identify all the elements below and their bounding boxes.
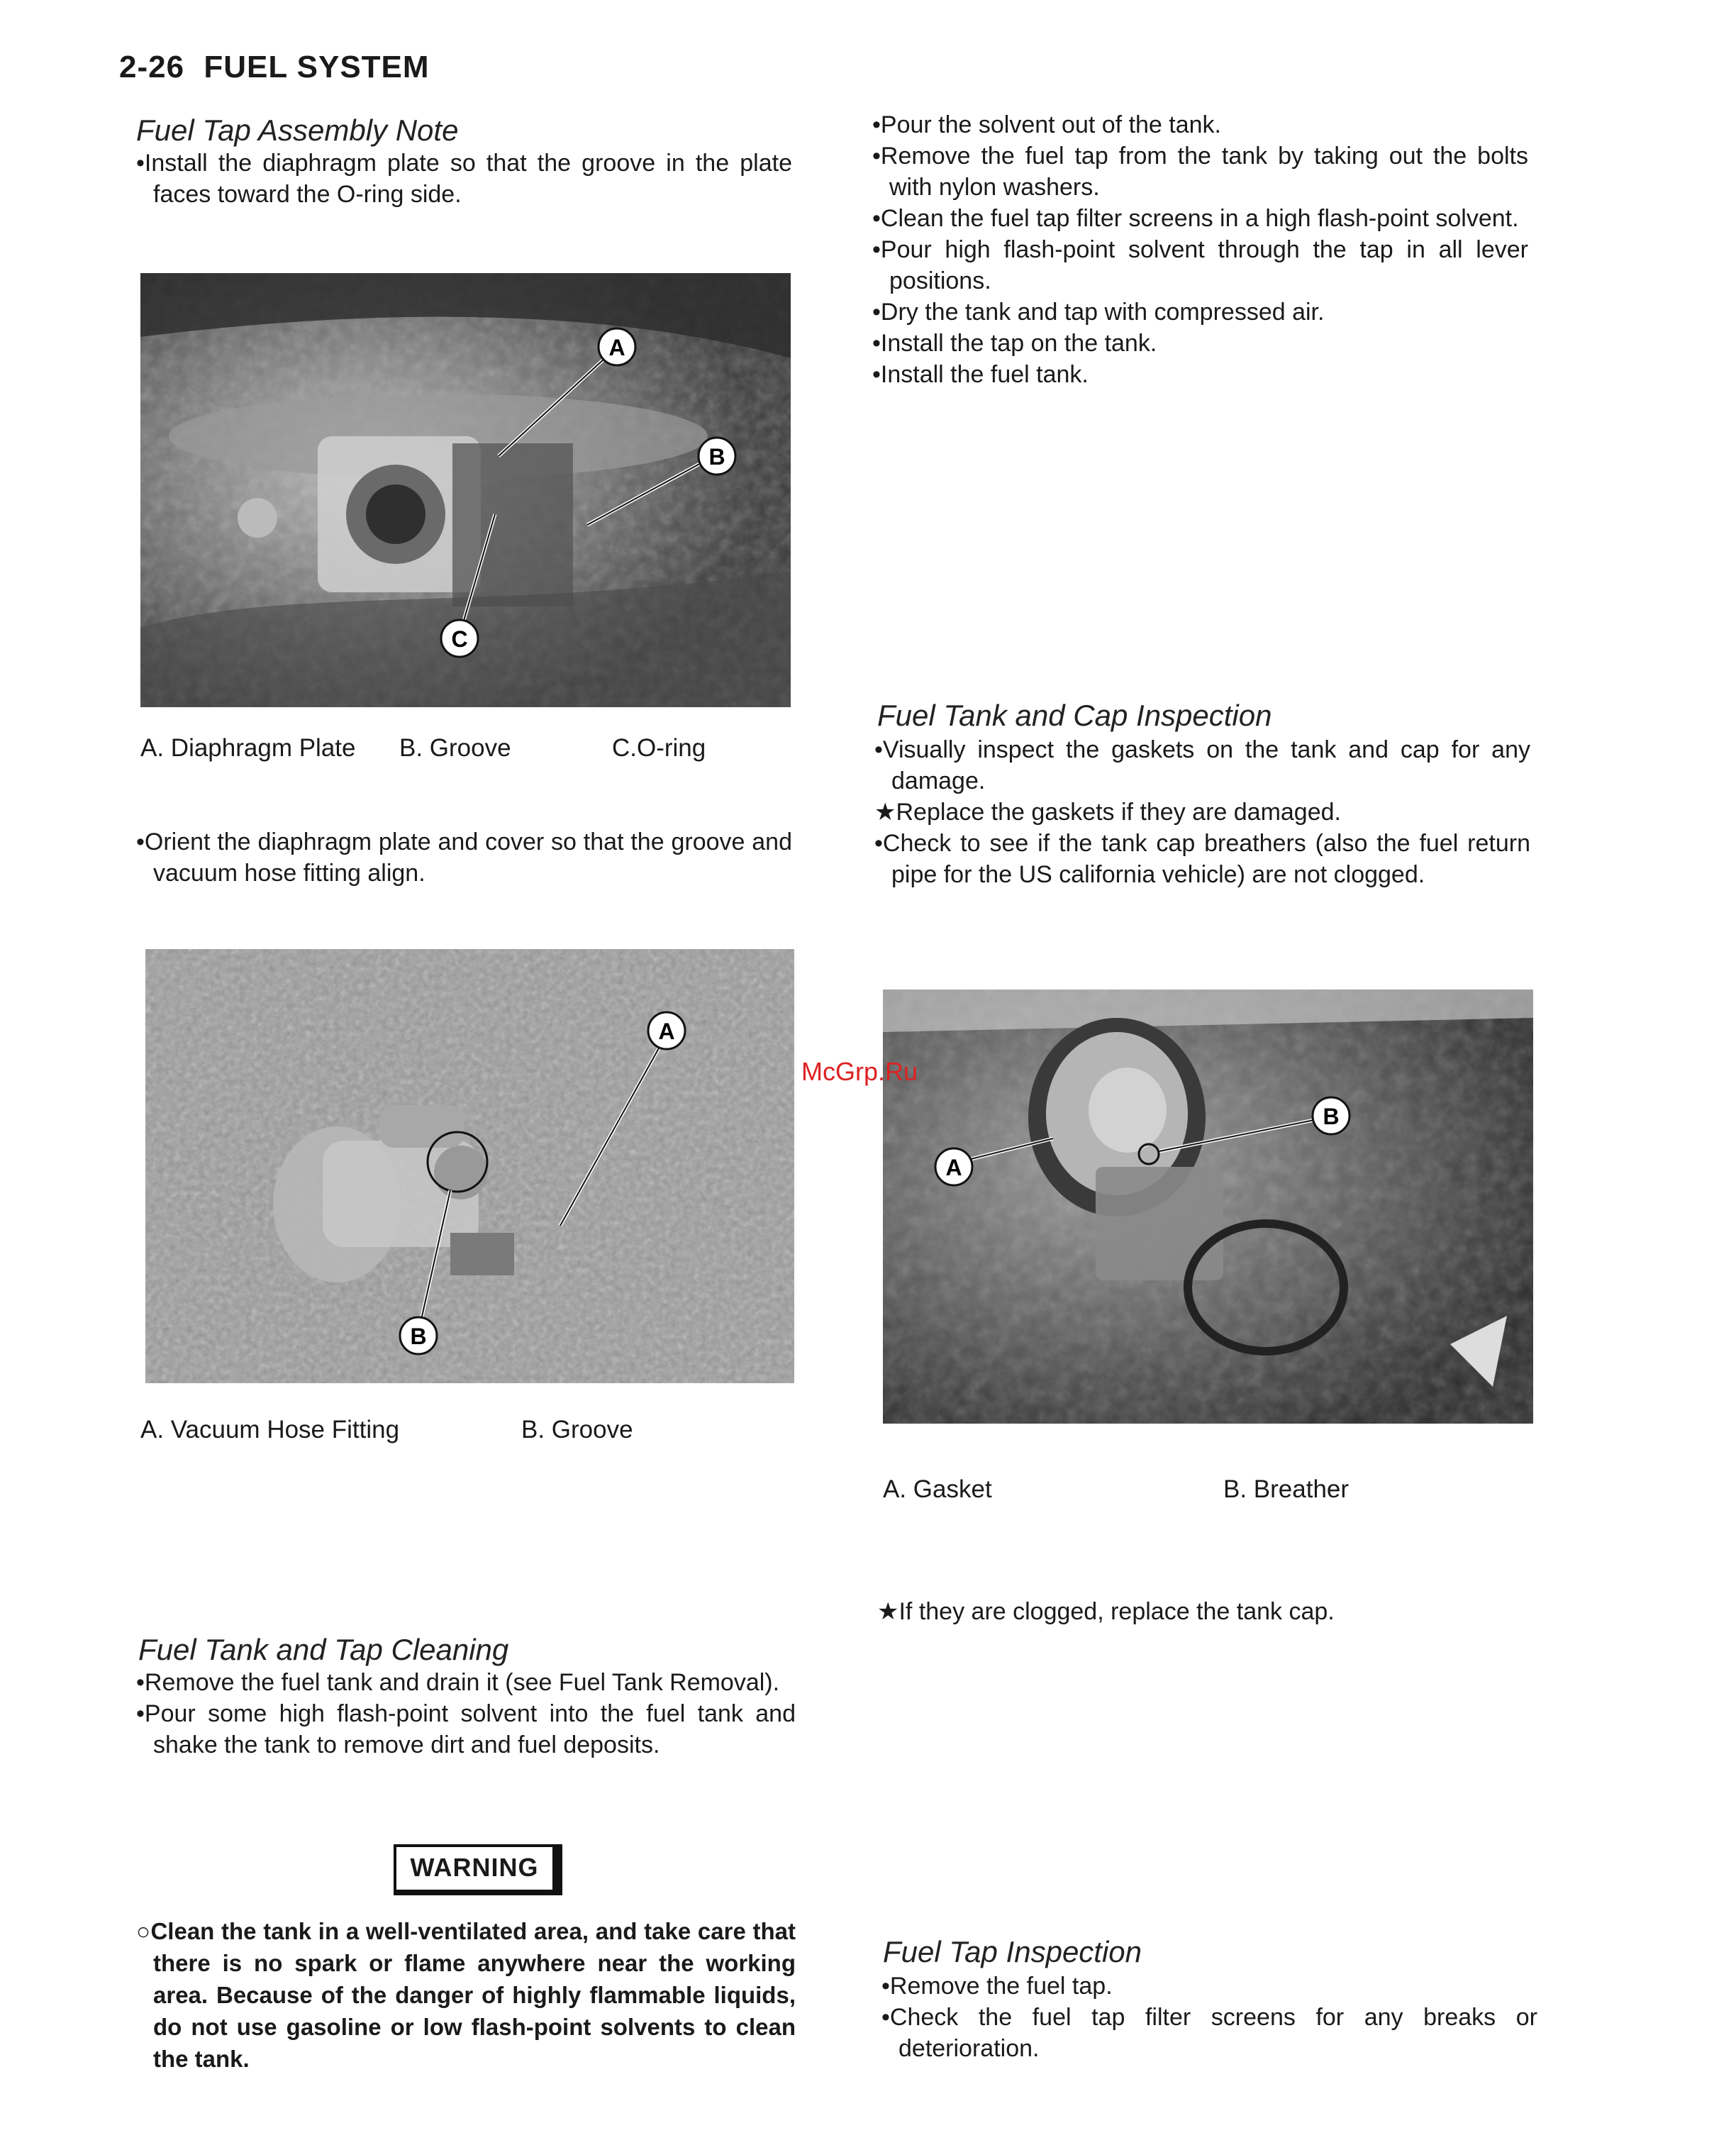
warning-text: ○Clean the tank in a well-ventilated area, and take care that there is no spark or flame anywhere near the working area. Because of the danger of highly flammable liquids, do not use gasoline or low flash-point solvents to clean the tank. [136, 1918, 796, 2072]
callout-a [648, 1012, 685, 1049]
tank-cap-callouts [883, 990, 1533, 1424]
assembly-note [136, 148, 792, 210]
tap-inspection-steps [881, 1971, 1537, 2064]
cleaning-step: •Remove the fuel tank and drain it (see Fuel Tank Removal). [136, 1669, 780, 1696]
cleaning-step: •Pour high flash-point solvent through the tap in all lever positions. [872, 236, 1528, 294]
caption-gasket: A. Gasket [883, 1475, 992, 1503]
svg-text:A: A [658, 1019, 675, 1044]
callout-b [1313, 1097, 1350, 1134]
cleaning-cont-steps [872, 109, 1528, 390]
cleaning-step: •Pour some high flash-point solvent into the fuel tank and shake the tank to remove dirt and fuel deposits. [136, 1700, 796, 1758]
svg-text:C: C [451, 626, 468, 652]
inspection-step: ★Replace the gaskets if they are damaged. [874, 799, 1341, 826]
svg-text:B: B [410, 1324, 427, 1349]
orient-note [136, 826, 792, 889]
fig2-caption [140, 1416, 791, 1451]
caption-groove: B. Groove [399, 734, 511, 762]
cleaning-step: •Remove the fuel tap from the tank by taking out the bolts with nylon washers. [872, 143, 1528, 201]
caption-o-ring: C.O-ring [612, 734, 706, 762]
inspection-step: •Check to see if the tank cap breathers (also the fuel return pipe for the US california vehicle) are not clogged. [874, 830, 1530, 888]
page-header [119, 50, 430, 85]
assembly-heading: Fuel Tap Assembly Note [136, 113, 459, 147]
assembly-bullet: •Install the diaphragm plate so that the groove in the plate faces toward the O-ring side. [136, 150, 792, 208]
clogged-note-block [877, 1596, 1533, 1627]
inspection-step: •Visually inspect the gaskets on the tank and cap for any damage. [874, 736, 1530, 794]
caption-breather: B. Breather [1223, 1475, 1350, 1503]
tap-step: •Remove the fuel tap. [881, 1973, 1113, 2000]
cleaning-heading: Fuel Tank and Tap Cleaning [138, 1633, 509, 1666]
tap-step: •Check the fuel tap filter screens for any breaks or deterioration. [881, 2004, 1537, 2062]
callout-a [935, 1148, 972, 1185]
cleaning-step: •Install the tap on the tank. [872, 330, 1157, 357]
callout-b [699, 438, 735, 475]
svg-text:A: A [945, 1155, 962, 1180]
vacuum-callouts [145, 949, 794, 1383]
orient-bullet: •Orient the diaphragm plate and cover so that the groove and vacuum hose fitting align. [136, 828, 792, 887]
callout-a [599, 328, 635, 365]
fig1-caption [140, 734, 791, 770]
callout-b [400, 1317, 437, 1354]
diaphragm-callouts [140, 273, 791, 707]
clogged-note: ★If they are clogged, replace the tank cap. [877, 1598, 1335, 1625]
caption-diaphragm-plate: A. Diaphragm Plate [140, 734, 356, 762]
cleaning-step: •Dry the tank and tap with compressed air. [872, 299, 1325, 326]
svg-text:B: B [708, 444, 725, 470]
caption-groove: B. Groove [521, 1416, 633, 1443]
warning-label: WARNING [394, 1844, 562, 1895]
inspection-heading: Fuel Tank and Cap Inspection [877, 699, 1272, 732]
cleaning-step: •Clean the fuel tap filter screens in a high flash-point solvent. [872, 205, 1519, 232]
page-number: 2-26 [119, 50, 185, 84]
cleaning-step: •Install the fuel tank. [872, 361, 1089, 388]
tap-inspection-heading: Fuel Tap Inspection [883, 1935, 1142, 1968]
cleaning-steps [136, 1667, 796, 1761]
warning-text-block [136, 1915, 796, 2075]
inspection-steps [874, 734, 1530, 890]
svg-text:A: A [608, 335, 625, 360]
svg-text:B: B [1323, 1104, 1340, 1129]
watermark: McGrp.Ru [801, 1057, 918, 1086]
cleaning-step: •Pour the solvent out of the tank. [872, 111, 1221, 138]
callout-c [441, 620, 478, 657]
fig3-caption [883, 1475, 1533, 1511]
section-title: FUEL SYSTEM [204, 50, 430, 84]
caption-vacuum-hose: A. Vacuum Hose Fitting [140, 1416, 400, 1443]
